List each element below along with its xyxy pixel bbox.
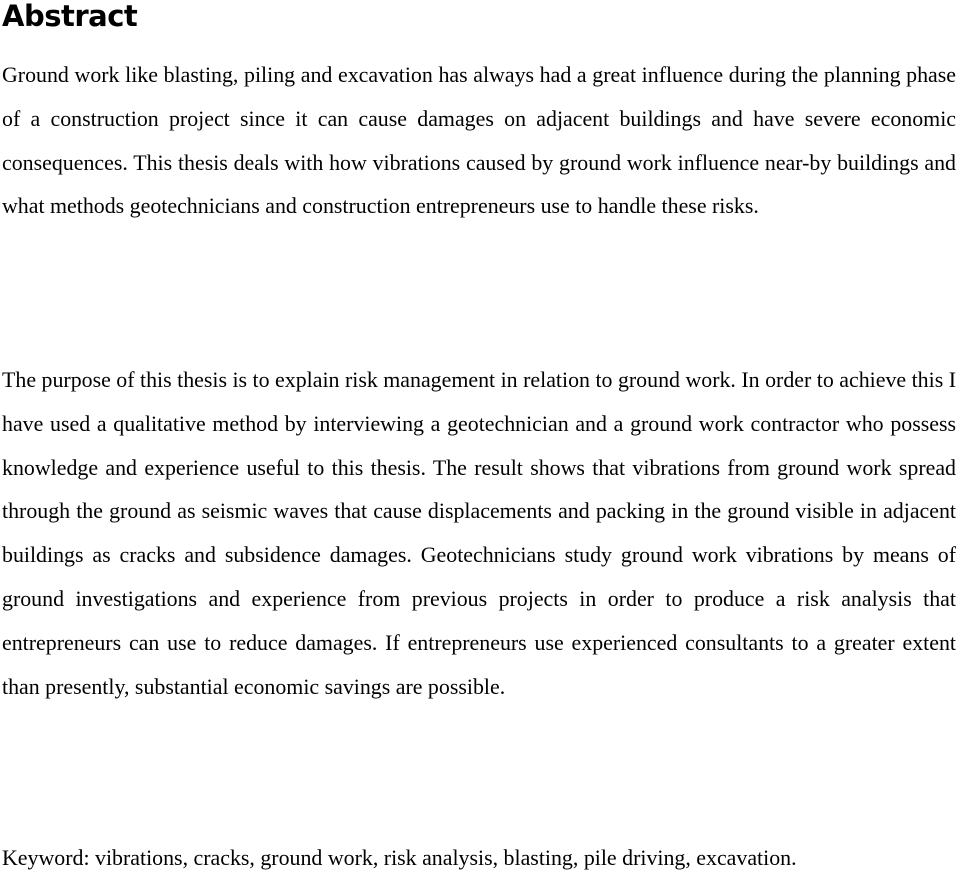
abstract-paragraph-2: The purpose of this thesis is to explain risk management in relation to ground work. In order to achieve this I have used a qualitative method by interviewing a geotechnician and a ground work contractor who possess knowledge and experience useful to this thesis. The result shows that vibrations from ground work spread through the ground as seismic waves that cause displacements and packing in the ground visible in adjacent buildings as cracks and subsidence damages. Geotechnicians study ground work vibrations by means of ground investigations and experience from previous projects in order to produce a risk analysis that entrepreneurs can use to reduce damages. If entrepreneurs use experienced consultants to a greater extent than presently, substantial economic savings are possible.: [2, 367, 956, 699]
abstract-page: [2, 0, 956, 874]
abstract-paragraph-1: Ground work like blasting, piling and excavation has always had a great influence during the planning phase of a construction project since it can cause damages on adjacent buildings and have severe economic consequences. This thesis deals with how vibrations caused by ground work influence near-by buildings and what methods geotechnicians and construction entrepreneurs use to handle these risks.: [2, 62, 956, 219]
abstract-heading: Abstract: [2, 0, 138, 33]
keywords-line: Keyword: vibrations, cracks, ground work, risk analysis, blasting, pile driving, excavation.: [2, 845, 797, 870]
